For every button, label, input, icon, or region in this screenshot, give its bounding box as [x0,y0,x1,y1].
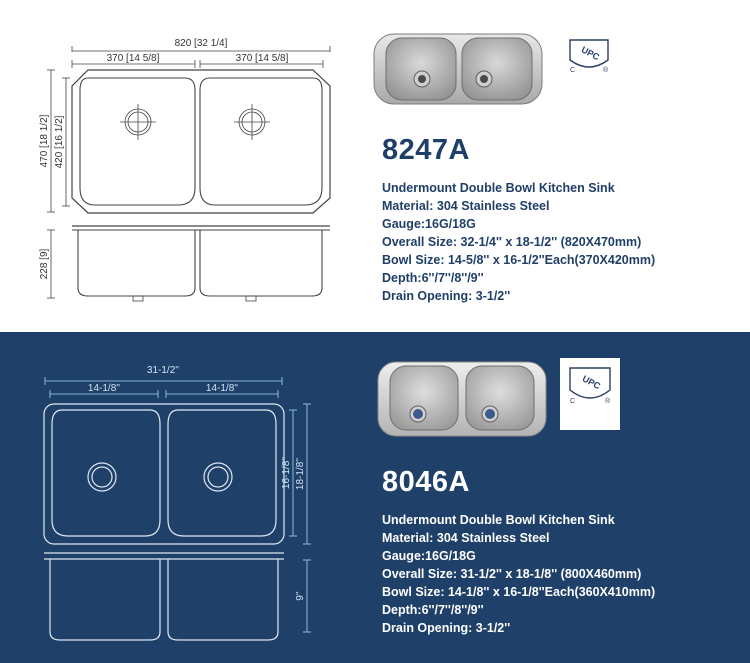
spec-bowl-size: Bowl Size: 14-5/8'' x 16-1/2''Each(370X420mm) [382,253,656,267]
upc-certification-mark [560,358,620,430]
dim-overall-length: 18-1/8'' [295,457,306,491]
dim-bowl-width-right: 14-1/8'' [205,383,239,394]
spec-list [382,179,655,305]
spec-bowl-size: Bowl Size: 14-1/8'' x 16-1/8''Each(360X410mm) [382,585,656,599]
dim-overall-length: 470 [18 1/2] [39,114,50,168]
spec-overall-size: Overall Size: 32-1/4'' x 18-1/2'' (820X470mm) [382,235,642,249]
spec-type: Undermount Double Bowl Kitchen Sink [382,513,615,527]
technical-drawing-8046a [0,332,370,663]
sink-photo-8247a [370,24,546,114]
cert-label: UPC [579,44,602,63]
dim-overall-width: 820 [32 1/4] [174,38,228,49]
dim-bowl-length: 420 [16 1/2] [54,115,65,169]
spec-gauge: Gauge:16G/18G [382,549,476,563]
spec-drain-opening: Drain Opening: 3-1/2'' [382,621,511,635]
upc-certification-mark [562,34,618,78]
model-number: 8046A [382,466,470,498]
dim-depth: 9'' [295,591,306,601]
dim-bowl-length: 16-1/8'' [281,456,292,490]
dim-depth: 228 [9] [39,248,50,280]
spec-depth: Depth:6''/7''/8''/9'' [382,271,484,285]
cert-letter-c: C [570,67,576,74]
cert-registered-mark: ® [605,398,611,405]
dim-overall-width: 31-1/2'' [146,365,180,376]
spec-material: Material: 304 Stainless Steel [382,199,550,213]
spec-material: Material: 304 Stainless Steel [382,531,550,545]
dim-bowl-width-left: 370 [14 5/8] [106,53,160,64]
spec-gauge: Gauge:16G/18G [382,217,476,231]
spec-type: Undermount Double Bowl Kitchen Sink [382,181,615,195]
model-number: 8247A [382,134,470,166]
technical-drawing-8247a [0,0,370,332]
spec-depth: Depth:6''/7''/8''/9'' [382,603,484,617]
dim-bowl-width-right: 370 [14 5/8] [235,53,289,64]
cert-label: UPC [580,373,603,392]
spec-list [382,511,655,637]
cert-registered-mark: ® [603,67,609,74]
product-section-8046a [0,332,750,663]
sink-photo-8046a [374,354,550,444]
spec-drain-opening: Drain Opening: 3-1/2'' [382,289,511,303]
cert-badge-background [560,358,620,430]
dim-bowl-width-left: 14-1/8'' [87,383,121,394]
spec-overall-size: Overall Size: 31-1/2'' x 18-1/8'' (800X460mm) [382,567,642,581]
cert-letter-c: C [570,398,576,405]
